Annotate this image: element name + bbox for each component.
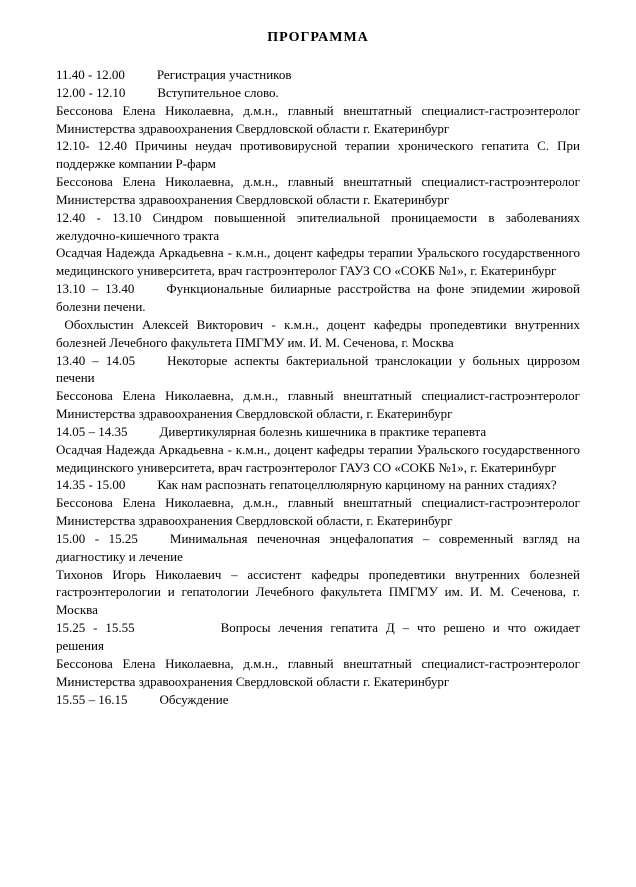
program-entry [56, 352, 580, 388]
entry-topic: Регистрация участников [156, 67, 292, 82]
entry-topic: Обсуждение [159, 691, 229, 707]
speaker-entry [56, 655, 580, 691]
page-title: ПРОГРАММА [267, 30, 369, 45]
entry-text: Осадчая Надежда Аркадьевна - к.м.н., доцент кафедры терапии Уральского государственного медицинского университета, врач гастроэнтеролог ГАУЗ СО «СОКБ №1», г. Екатеринбург [56, 441, 580, 475]
program-entry [56, 423, 580, 441]
entry-text: 12.10- 12.40 Причины неудач противовирусной терапии хронического гепатита С. При поддержке компании Р-фарм [56, 138, 580, 172]
entry-text: Бессонова Елена Николаевна, д.м.н., главный внештатный специалист-гастроэнтеролог Министерства здравоохранения Свердловской области, г. Екатеринбург [56, 388, 580, 422]
entry-time: 13.40 – 14.05 [56, 352, 136, 368]
entry-time: 11.40 - 12.00 [56, 67, 125, 82]
entry-time: 13.10 – 13.40 [56, 281, 135, 297]
entry-topic: Вступительное слово. [157, 84, 279, 100]
entry-text: Обохлыстин Алексей Викторович - к.м.н., доцент кафедры пропедевтики внутренних болезней Лечебного факультета ПМГМУ им. И. М. Сеченова, г. Москва [56, 316, 580, 350]
entry-topic: Некоторые аспекты бактериальной транслокации у больных циррозом печени [56, 352, 580, 386]
program-entry [56, 280, 580, 316]
speaker-entry [56, 244, 580, 280]
program-entry [56, 84, 580, 102]
program-entry [56, 137, 580, 173]
speaker-entry [56, 316, 580, 352]
entry-text: Бессонова Елена Николаевна, д.м.н., главный внештатный специалист-гастроэнтеролог Министерства здравоохранения Свердловской области, г. Екатеринбург [56, 495, 580, 529]
program-entry [56, 476, 580, 494]
speaker-entry [56, 387, 580, 423]
entry-time: 12.00 - 12.10 [56, 84, 126, 100]
entry-time: 14.05 – 14.35 [56, 423, 128, 439]
speaker-entry [56, 441, 580, 477]
speaker-entry [56, 173, 580, 209]
entry-topic: Минимальная печеночная энцефалопатия – современный взгляд на диагностику и лечение [56, 530, 580, 564]
entry-time: 15.55 – 16.15 [56, 691, 128, 707]
entry-topic: Как нам распознать гепатоцеллюлярную карциному на ранних стадиях? [157, 477, 557, 493]
speaker-entry [56, 566, 580, 620]
program-entry [56, 530, 580, 566]
entry-text: Бессонова Елена Николаевна, д.м.н., главный внештатный специалист-гастроэнтеролог Министерства здравоохранения Свердловской области г. Екатеринбург [56, 655, 580, 689]
program-entry [56, 66, 580, 84]
program-entry [56, 691, 580, 709]
entry-text: Осадчая Надежда Аркадьевна - к.м.н., доцент кафедры терапии Уральского государственного медицинского университета, врач гастроэнтеролог ГАУЗ СО «СОКБ №1», г. Екатеринбург [56, 245, 580, 279]
entry-text: Тихонов Игорь Николаевич – ассистент кафедры пропедевтики внутренних болезней гастроэнтерологии и гепатологии Лечебного факультета ПМГМУ им. И. М. Сеченова, г. Москва [56, 566, 580, 618]
entry-topic: Функциональные билиарные расстройства на фоне эпидемии жировой болезни печени. [56, 281, 580, 314]
program-entry [56, 619, 580, 655]
program-entry [56, 209, 580, 245]
entry-time: 15.00 - 15.25 [56, 530, 138, 546]
entry-time: 14.35 - 15.00 [56, 477, 126, 493]
speaker-entry [56, 102, 580, 138]
entry-topic: Дивертикулярная болезнь кишечника в практике терапевта [159, 423, 487, 439]
entry-text: 12.40 - 13.10 Синдром повышенной эпителиальной проницаемости в заболеваниях желудочно-кишечного тракта [56, 209, 580, 243]
entry-text: Бессонова Елена Николаевна, д.м.н., главный внештатный специалист-гастроэнтеролог Министерства здравоохранения Свердловской области г. Екатеринбург [56, 174, 580, 207]
speaker-entry [56, 494, 580, 530]
entry-topic: Вопросы лечения гепатита Д – что решено и что ожидает решения [56, 620, 580, 653]
entry-text: Бессонова Елена Николаевна, д.м.н., главный внештатный специалист-гастроэнтеролог Министерства здравоохранения Свердловской области г. Екатеринбург [56, 102, 580, 136]
entry-time: 15.25 - 15.55 [56, 620, 135, 636]
